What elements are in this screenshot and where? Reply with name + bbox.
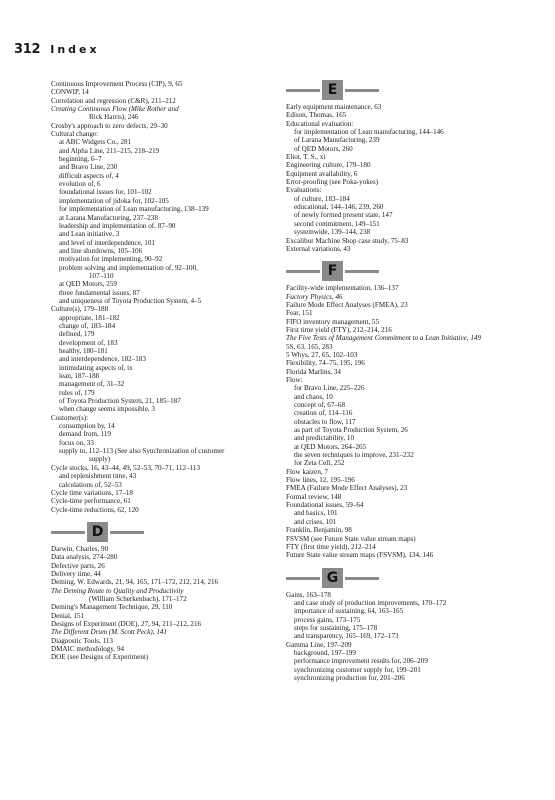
index-subentry: obstacles to flow, 117 <box>294 417 356 426</box>
index-subentry: performance improvement results for, 206–209 <box>294 657 428 666</box>
index-subentry: and Bravo Line, 230 <box>59 163 118 172</box>
index-subentry: creation of, 114–116 <box>294 409 353 418</box>
index-entry: Eliot, T. S., xi <box>286 153 326 162</box>
section-rule <box>286 89 320 92</box>
index-subentry: problem solving and implementation of, 92–100, <box>59 263 198 272</box>
index-entry: FSVSM (see Future State value stream maps) <box>286 534 416 543</box>
index-entry: Gains, 163–178 <box>286 590 331 599</box>
index-subentry: at QED Motors, 264–265 <box>294 442 367 451</box>
section-rule <box>345 577 379 580</box>
index-entry: Cycle time variations, 17–18 <box>51 488 133 497</box>
index-subentry: and level of interdependence, 101 <box>59 238 155 247</box>
index-entry: 5 Whys, 27, 65, 102–103 <box>286 350 358 359</box>
index-subentry: background, 197–199 <box>294 648 356 657</box>
index-subentry: the seven techniques to improve, 231–232 <box>294 451 414 460</box>
index-subentry: and uniqueness of Toyota Production System, 4–5 <box>59 296 202 305</box>
index-entry: FIFO inventory management, 55 <box>286 317 379 326</box>
index-entry: Deming's Management Technique, 29, 110 <box>51 603 173 612</box>
index-entry: Factory Physics, 46 <box>286 292 343 301</box>
index-subentry: supply to, 112–113 (See also Synchronization of customer <box>59 447 225 456</box>
index-subentry: (William Scherkenbach), 171–172 <box>89 594 187 603</box>
index-entry: Correlation and regression (C&R), 211–212 <box>51 96 176 105</box>
index-subentry: concept of, 67–68 <box>294 401 346 409</box>
index-entry: Culture(s), 179–188 <box>51 305 109 314</box>
index-entry: Facility-wide implementation, 136–137 <box>286 284 399 293</box>
index-entry: Continuous Improvement Process (CIP), 9, 65 <box>51 80 183 88</box>
index-subentry: for implementation of Lean manufacturing, 144–146 <box>294 128 444 137</box>
index-subentry: of culture, 183–184 <box>294 194 350 203</box>
section-rule <box>286 577 320 580</box>
index-subentry: consumption by, 14 <box>59 422 115 431</box>
index-entry: Flow lines, 12, 195–196 <box>286 476 355 485</box>
index-subentry: steps for sustaining, 175–178 <box>294 623 378 632</box>
index-subentry: and interdependence, 182–183 <box>59 355 146 364</box>
index-entry: Designs of Experiment (DOE), 27, 94, 211–212, 216 <box>51 619 202 628</box>
index-subentry: and Lean initiative, 3 <box>59 230 120 239</box>
index-subentry: demand from, 119 <box>59 430 111 439</box>
index-subentry: synchronizing customer supply for, 199–201 <box>294 665 421 674</box>
index-entry: FTY (first time yield), 212–214 <box>286 542 376 551</box>
index-subentry: motivation for implementing, 90–92 <box>59 255 163 264</box>
index-entry: Formal review, 148 <box>286 492 342 501</box>
index-subentry: educational, 144–146, 239, 260 <box>294 203 384 212</box>
index-entry: Foundational issues, 59–64 <box>286 501 364 510</box>
section-letter-d <box>51 522 276 544</box>
index-subentry: implementation of jidoka for, 102–105 <box>59 196 169 205</box>
section-letter-f <box>286 261 536 283</box>
index-entry: Creating Continuous Flow (Mike Rother and <box>51 105 179 114</box>
index-subentry: at QED Motors, 259 <box>59 280 117 289</box>
index-entry: Excalibur Machine Shop case study, 75–83 <box>286 236 409 245</box>
index-subentry: supply) <box>89 455 111 464</box>
index-entry: Data analysis, 274–280 <box>51 553 118 562</box>
index-entry: Defective parts, 26 <box>51 561 105 570</box>
index-subentry: evolution of, 6 <box>59 180 101 189</box>
index-subentry: and transparency, 165–169, 172–173 <box>294 632 399 641</box>
index-subentry: change of, 183–184 <box>59 321 116 330</box>
index-entry: External variations, 43 <box>286 244 351 253</box>
index-subentry: and basics, 101 <box>294 509 338 518</box>
index-entry: Denial, 151 <box>51 611 85 620</box>
index-entry: Deming, W. Edwards, 21, 94, 165, 171–172, 212, 214, 216 <box>51 578 219 587</box>
index-entry: Cycle-time performance, 61 <box>51 497 131 506</box>
index-entry: First time yield (FTY), 212–214, 216 <box>286 325 392 334</box>
index-subentry: appropriate, 181–182 <box>59 313 120 322</box>
index-entry: DOE (see Designs of Experiment) <box>51 653 149 662</box>
index-subentry: healthy, 180–181 <box>59 347 108 355</box>
index-entry: Crosby's approach to zero defects, 29–30 <box>51 121 168 130</box>
index-entry: Error-proofing (see Poka-yokes) <box>286 178 379 187</box>
index-entry: Evaluations: <box>286 186 322 195</box>
index-subentry: and Alpha Line, 211–215, 218–219 <box>59 146 160 155</box>
index-entry: Educational evaluation: <box>286 119 354 128</box>
index-entry: Customer(s): <box>51 413 89 422</box>
index-entry: The Different Drum (M. Scott Peck), 141 <box>51 628 167 637</box>
index-entry: Fear, 151 <box>286 309 313 318</box>
index-subentry: systemwide, 139–144, 238 <box>294 228 371 237</box>
index-subentry: for Bravo Line, 225–226 <box>294 384 365 393</box>
page-header <box>14 42 100 58</box>
index-entry: Cultural change: <box>51 130 99 139</box>
index-column-left <box>51 80 276 662</box>
section-rule <box>286 270 320 273</box>
index-entry: The Deming Route to Quality and Productivity <box>51 586 184 595</box>
index-entry: Cycle-time reductions, 62, 120 <box>51 505 139 514</box>
index-entry: Failure Mode Effect Analyses (FMEA), 23 <box>286 300 408 309</box>
index-subentry: for Zeta Cell, 252 <box>294 459 345 468</box>
section-rule <box>51 531 85 534</box>
page-number: 312 <box>14 42 41 57</box>
section-letter-g <box>286 568 536 590</box>
section-rule <box>110 531 144 534</box>
index-subentry: synchronizing production for, 201–206 <box>294 673 405 682</box>
index-subentry: calculations of, 52–53 <box>59 480 122 489</box>
index-subentry: beginning, 6–7 <box>59 155 102 164</box>
index-subentry: and replenishment time, 43 <box>59 472 137 481</box>
index-entry: Delivery time, 44 <box>51 569 101 578</box>
index-entry: 5S, 63, 165, 283 <box>286 342 333 351</box>
index-subentry: of Larana Manufacturing, 239 <box>294 136 380 145</box>
index-subentry: importance of sustaining, 64, 163–165 <box>294 607 404 616</box>
index-subentry: of QED Motors, 260 <box>294 144 353 153</box>
index-subentry: and crises, 101 <box>294 517 337 526</box>
index-entry: The Five Tests of Management Commitment to a Lean Initiative, 149 <box>286 334 481 343</box>
index-entry: Flow kaizen, 7 <box>286 467 328 476</box>
index-entry: Flexibility, 74–75, 195, 196 <box>286 359 365 368</box>
index-subentry: intimidating aspects of, ix <box>59 363 133 372</box>
index-entry: Florida Marlins, 34 <box>286 367 341 376</box>
index-entry: Future State value stream maps (FSVSM), 134, 146 <box>286 551 434 560</box>
index-subentry: as part of Toyota Production System, 26 <box>294 426 408 435</box>
index-entry: Diagnostic Tools, 113 <box>51 636 113 645</box>
section-letter: F <box>322 261 343 281</box>
section-letter-e <box>286 80 536 102</box>
index-entry: CONWIP, 14 <box>51 88 89 97</box>
index-entry: Engineering culture, 179–180 <box>286 161 371 170</box>
index-entry: Cycle stocks, 16, 43–44, 49, 52–53, 70–71, 112–113 <box>51 463 201 472</box>
index-subentry: and line shutdowns, 105–106 <box>59 246 143 255</box>
index-subentry: focus on, 33 <box>59 438 94 447</box>
index-subentry: second commitment, 149–151 <box>294 219 380 228</box>
section-letter: D <box>87 522 108 542</box>
index-subentry: 107–110 <box>89 271 114 280</box>
index-subentry: management of, 31–32 <box>59 380 125 389</box>
index-subentry: when change seems impossible, 3 <box>59 405 155 414</box>
index-subentry: of Toyota Production System, 21, 185–187 <box>59 397 181 406</box>
index-subentry: rules of, 179 <box>59 388 95 397</box>
section-rule <box>345 270 379 273</box>
index-subentry: defined, 179 <box>59 330 95 339</box>
index-subentry: of newly formed present state, 147 <box>294 211 393 220</box>
index-subentry: development of, 183 <box>59 338 118 347</box>
index-subentry: process gains, 173–175 <box>294 615 361 624</box>
index-subentry: Rick Harris), 246 <box>89 113 139 122</box>
section-letter: E <box>322 80 343 100</box>
running-title: Index <box>50 43 100 56</box>
index-entry: DMAIC methodology, 94 <box>51 645 125 653</box>
index-subentry: lean, 187–188 <box>59 372 100 381</box>
index-column-right <box>286 80 536 682</box>
index-entry: Franklin, Benjamin, 98 <box>286 526 352 535</box>
index-entry: Equipment availability, 6 <box>286 169 358 178</box>
index-subentry: leadership and implementation of, 87–90 <box>59 221 176 230</box>
section-rule <box>345 89 379 92</box>
index-subentry: foundational issues for, 101–102 <box>59 188 152 197</box>
index-subentry: and case study of production improvements, 170–172 <box>294 598 447 607</box>
index-subentry: for implementation of Lean manufacturing, 138–139 <box>59 205 209 214</box>
index-entry: Flow: <box>286 375 303 384</box>
index-entry: Gamma Line, 197–209 <box>286 640 352 649</box>
index-entry: FMEA (Failure Mode Effect Analyses), 23 <box>286 484 408 493</box>
index-subentry: difficult aspects of, 4 <box>59 171 119 180</box>
index-subentry: and chaos, 10 <box>294 392 333 401</box>
index-entry: Darwin, Charles, 90 <box>51 544 109 553</box>
index-entry: Early equipment maintenance, 63 <box>286 103 382 111</box>
index-subentry: and predictability, 10 <box>294 434 355 443</box>
section-letter: G <box>322 568 343 588</box>
index-entry: Edison, Thomas, 165 <box>286 111 347 120</box>
index-subentry: three fundamental issues, 87 <box>59 288 140 297</box>
index-subentry: at Larana Manufacturing, 237–238 <box>59 213 158 222</box>
index-subentry: at ABC Widgets Co., 281 <box>59 138 132 147</box>
